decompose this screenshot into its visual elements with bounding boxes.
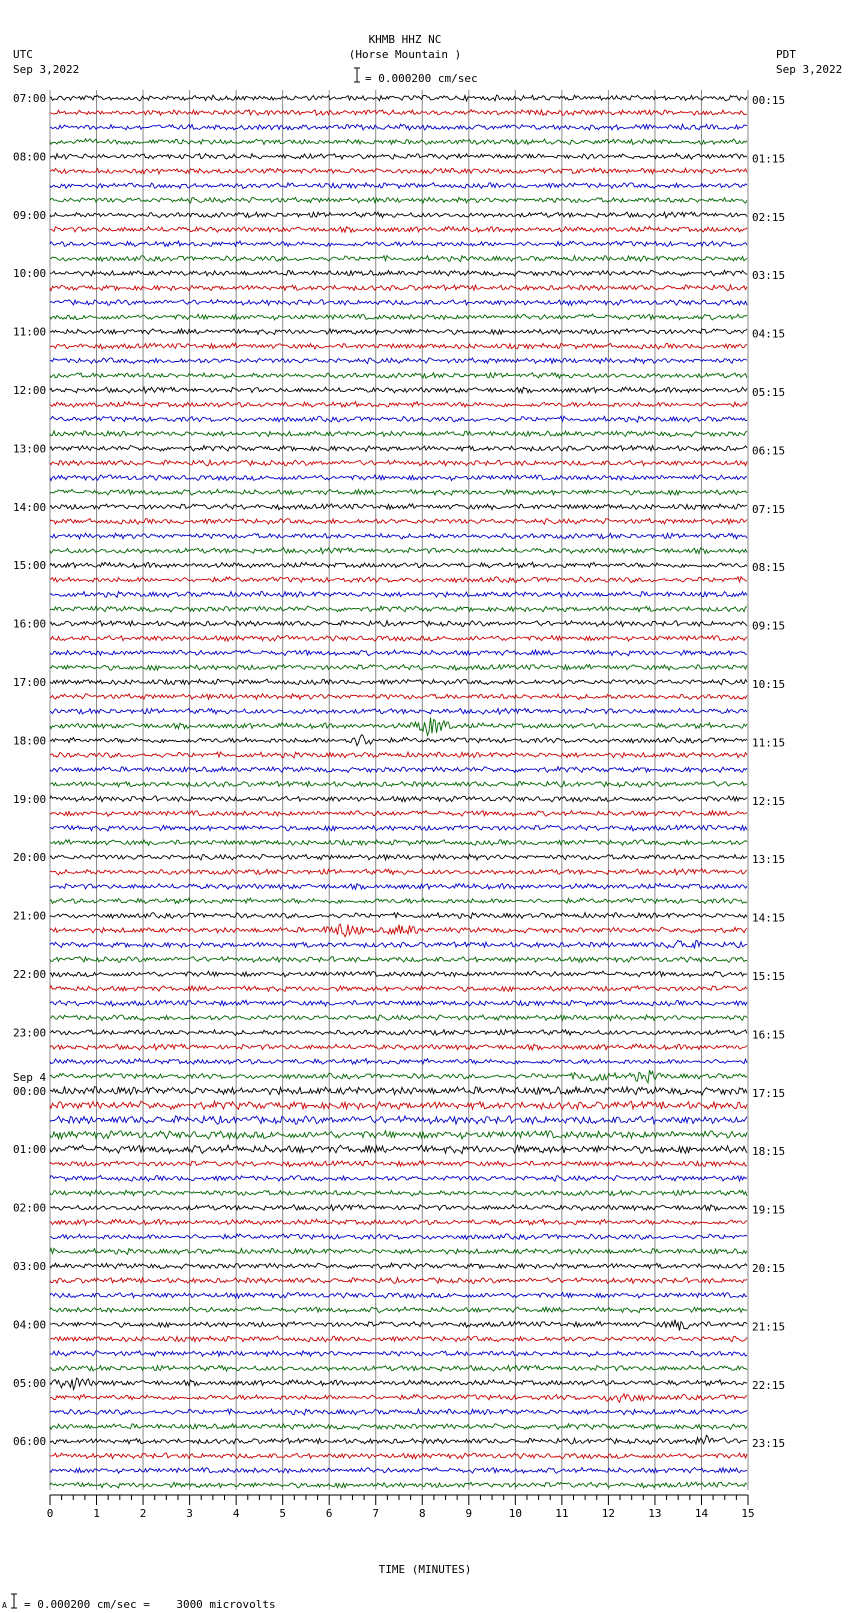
utc-hour-label: 15:00 [13,559,47,573]
utc-hour-label: 08:00 [13,150,47,164]
trace-3 [50,139,747,145]
trace-30 [50,533,747,539]
pdt-hour-label: 02:15 [752,210,786,224]
trace-62 [50,1000,747,1006]
trace-18 [50,358,747,364]
trace-89 [50,1394,747,1403]
trace-93 [50,1453,747,1459]
x-tick-label: 4 [232,1507,240,1520]
utc-hour-label: 17:00 [13,676,47,689]
x-tick-label: 13 [648,1507,662,1520]
pdt-hour-label: 08:15 [752,561,786,575]
pdt-hour-label: 13:15 [752,853,786,867]
trace-51 [50,840,747,846]
trace-80 [50,1263,747,1269]
trace-25 [50,460,747,466]
trace-24 [50,446,747,452]
utc-hour-label: 21:00 [13,909,47,923]
station-title: KHMB HHZ NC [368,33,442,46]
trace-8 [50,212,747,218]
trace-66 [50,1059,747,1065]
trace-23 [50,431,747,437]
trace-84 [50,1320,747,1331]
trace-44 [50,735,747,746]
trace-29 [50,519,747,525]
trace-70 [50,1116,747,1125]
trace-49 [50,811,747,817]
trace-59 [50,957,747,963]
trace-61 [50,986,747,992]
pdt-hour-label: 03:15 [752,269,786,283]
trace-21 [50,402,747,408]
trace-56 [50,913,747,919]
trace-75 [50,1190,747,1196]
utc-hour-label: 04:00 [13,1318,47,1332]
x-axis-label: TIME (MINUTES) [378,1563,472,1576]
scale-label: = 0.000200 cm/sec [365,72,478,85]
left-date: Sep 3,2022 [13,63,80,76]
trace-1 [50,110,747,116]
trace-92 [50,1435,747,1444]
trace-54 [50,884,747,890]
trace-4 [50,153,747,159]
trace-32 [50,562,747,568]
pdt-hour-label: 18:15 [752,1145,786,1159]
trace-37 [50,636,747,642]
pdt-hour-label: 14:15 [752,911,786,925]
trace-group [50,95,747,1488]
trace-94 [50,1468,747,1474]
station-location: (Horse Mountain ) [348,48,462,61]
trace-0 [50,95,747,101]
utc-hour-labels [13,92,46,1448]
trace-12 [50,270,747,276]
trace-81 [50,1278,747,1284]
left-timezone: UTC [13,48,33,61]
trace-27 [50,489,747,495]
pdt-hour-label: 17:15 [752,1086,786,1100]
trace-57 [50,924,747,937]
trace-78 [50,1234,747,1240]
pdt-hour-label: 05:15 [752,386,786,399]
utc-hour-label: 13:00 [13,442,47,456]
trace-58 [50,940,747,948]
trace-5 [50,168,747,174]
footer-scale-bar-icon [11,1594,17,1608]
trace-50 [50,825,747,831]
trace-48 [50,796,747,802]
trace-68 [50,1087,747,1096]
pdt-hour-label: 19:15 [752,1203,786,1217]
trace-60 [50,971,747,977]
trace-36 [50,621,747,627]
trace-38 [50,650,747,656]
pdt-hour-label: 16:15 [752,1028,786,1042]
trace-90 [50,1409,747,1415]
trace-11 [50,256,747,262]
trace-45 [50,752,747,758]
trace-13 [50,285,747,291]
pdt-hour-label: 09:15 [752,619,786,633]
trace-65 [50,1044,747,1050]
trace-39 [50,665,747,671]
x-tick-label: 9 [465,1507,473,1520]
trace-86 [50,1351,747,1357]
trace-73 [50,1161,747,1167]
utc-hour-label: 10:00 [13,267,47,281]
trace-95 [50,1482,747,1488]
trace-14 [50,300,747,306]
pdt-hour-labels [752,94,785,1450]
utc-hour-label: 14:00 [13,500,47,514]
trace-7 [50,197,747,203]
pdt-hour-label: 04:15 [752,327,786,341]
trace-42 [50,708,747,714]
utc-hour-label: 03:00 [13,1260,47,1273]
trace-26 [50,475,747,481]
utc-hour-label: 07:00 [13,92,47,105]
utc-hour-label: 01:00 [13,1143,47,1157]
trace-69 [50,1101,747,1109]
utc-hour-label: 20:00 [13,851,47,865]
trace-20 [50,387,747,393]
x-tick-label: 8 [418,1507,426,1520]
trace-88 [50,1378,747,1389]
pdt-hour-label: 10:15 [752,678,786,691]
x-tick-label: 6 [325,1507,333,1520]
right-timezone: PDT [776,48,796,61]
trace-9 [50,227,747,233]
pdt-hour-label: 23:15 [752,1437,786,1451]
trace-2 [50,124,747,130]
trace-46 [50,767,747,773]
pdt-hour-label: 06:15 [752,444,786,458]
trace-77 [50,1219,747,1225]
trace-34 [50,592,747,598]
trace-15 [50,314,747,320]
x-tick-label: 12 [601,1507,616,1520]
x-tick-label: 10 [508,1507,522,1520]
trace-76 [50,1205,747,1211]
utc-hour-label: 16:00 [13,617,47,631]
pdt-hour-label: 11:15 [752,736,786,750]
right-date: Sep 3,2022 [776,63,843,76]
trace-64 [50,1030,747,1036]
trace-63 [50,1015,747,1021]
utc-hour-label: 09:00 [13,208,47,222]
pdt-hour-label: 20:15 [752,1262,786,1275]
footer-scale: = 0.000200 cm/sec = 3000 microvolts [24,1598,276,1611]
utc-hour-label: 19:00 [13,792,47,806]
trace-40 [50,679,747,685]
trace-31 [50,548,747,554]
utc-hour-label: 02:00 [13,1201,47,1215]
trace-87 [50,1365,747,1371]
pdt-hour-label: 12:15 [752,794,786,808]
trace-43 [50,718,747,736]
date-change-label: Sep 4 [13,1070,47,1084]
trace-6 [50,183,747,189]
utc-hour-label: 00:00 [13,1084,47,1098]
pdt-hour-label: 22:15 [752,1378,786,1392]
trace-33 [50,577,747,583]
utc-hour-label: 05:00 [13,1376,47,1390]
trace-47 [50,781,747,787]
trace-67 [50,1070,747,1083]
x-tick-label: 5 [279,1507,286,1520]
x-tick-label: 11 [555,1507,569,1520]
utc-hour-label: 22:00 [13,968,47,981]
trace-52 [50,854,747,860]
utc-hour-label: 11:00 [13,325,47,339]
x-tick-label: 0 [46,1507,54,1520]
pdt-hour-label: 15:15 [752,970,786,983]
trace-22 [50,416,747,422]
trace-55 [50,898,747,904]
trace-91 [50,1424,747,1430]
trace-41 [50,694,747,700]
trace-10 [50,241,747,247]
pdt-hour-label: 01:15 [752,152,786,166]
trace-16 [50,329,747,335]
trace-79 [50,1248,747,1254]
x-tick-label: 15 [741,1507,755,1520]
pdt-hour-label: 21:15 [752,1320,786,1334]
utc-hour-label: 23:00 [13,1026,47,1040]
x-axis [47,1495,755,1520]
trace-85 [50,1336,747,1342]
pdt-hour-label: 07:15 [752,502,786,516]
footer-prefix: A [2,1601,7,1610]
trace-17 [50,343,747,349]
trace-82 [50,1293,747,1299]
trace-74 [50,1176,747,1182]
trace-83 [50,1307,747,1313]
scale-bar-icon [354,68,360,82]
x-tick-label: 2 [139,1507,147,1520]
trace-35 [50,606,747,612]
trace-72 [50,1145,747,1154]
x-tick-label: 7 [372,1507,380,1520]
x-tick-label: 1 [93,1507,100,1520]
utc-hour-label: 18:00 [13,734,47,748]
x-tick-label: 14 [694,1507,709,1520]
x-tick-label: 3 [186,1507,193,1520]
pdt-hour-label: 00:15 [752,94,786,107]
trace-28 [50,504,747,510]
trace-53 [50,869,747,875]
utc-hour-label: 12:00 [13,384,47,397]
trace-19 [50,373,747,379]
trace-71 [50,1131,747,1139]
utc-hour-label: 06:00 [13,1435,47,1449]
